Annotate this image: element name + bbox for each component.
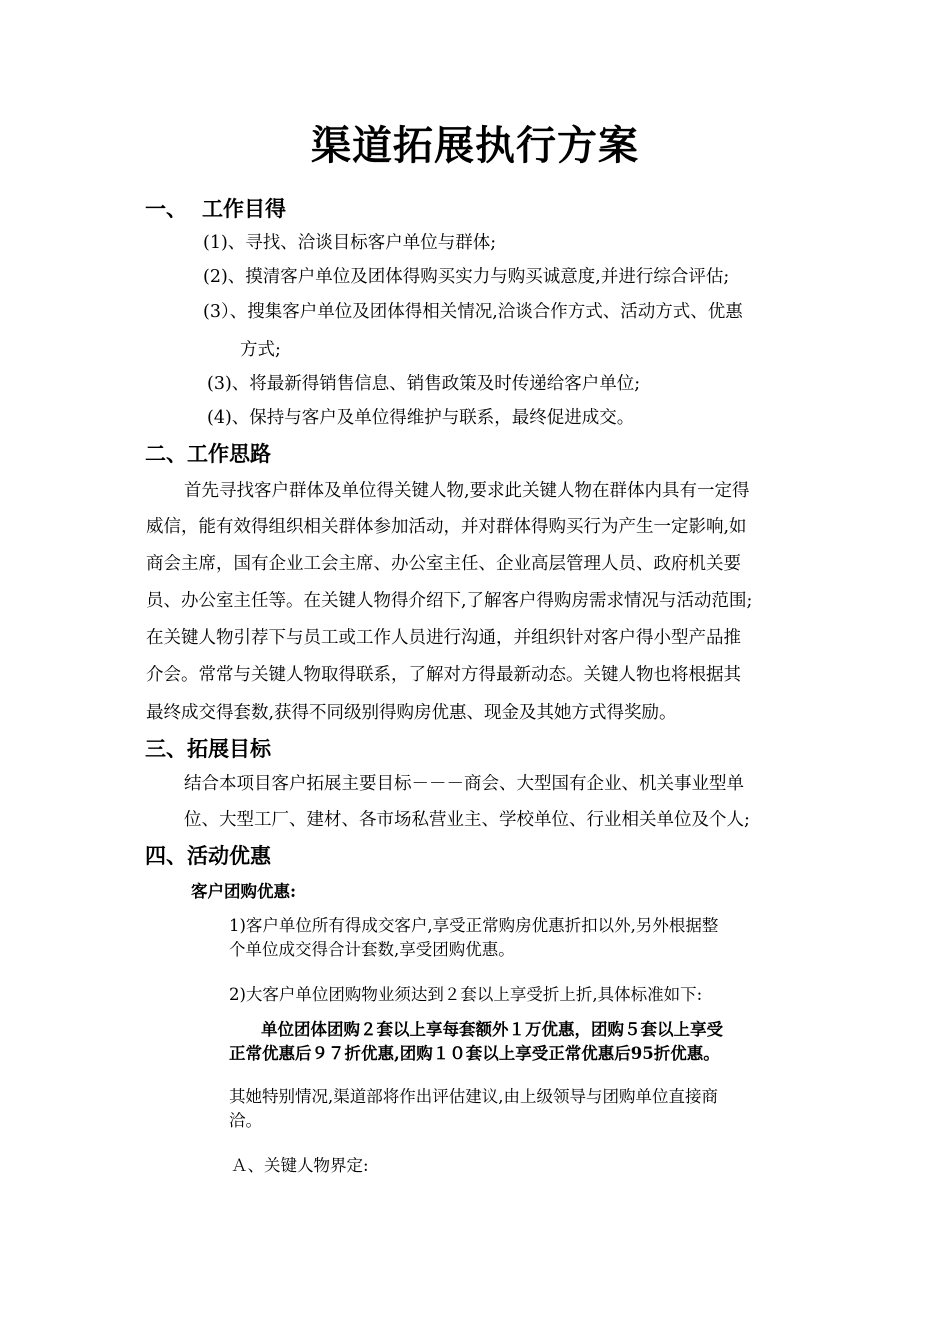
section-4-para-4-line-1: 其她特别情况,渠道部将作出评估建议,由上级领导与团购单位直接商 <box>229 1087 718 1106</box>
document-title: 渠道拓展执行方案 <box>311 122 639 169</box>
section-2-line-1: 首先寻找客户群体及单位得关键人物,要求此关键人物在群体内具有一定得 <box>184 481 750 501</box>
section-4-heading: 四、活动优惠 <box>145 843 271 868</box>
section-1-item-1: (1)、寻找、洽谈目标客户单位与群体; <box>203 233 497 253</box>
section-4-para-1-line-1: 1)客户单位所有得成交客户,享受正常购房优惠折扣以外,另外根据整 <box>229 916 719 935</box>
section-4-para-1-line-2: 个单位成交得合计套数,享受团购优惠。 <box>229 940 515 959</box>
section-4-para-2: 2)大客户单位团购物业须达到２套以上享受折上折,具体标准如下: <box>229 985 703 1004</box>
section-4-para-3-line-1: 单位团体团购２套以上享每套额外１万优惠，团购５套以上享受 <box>261 1020 723 1039</box>
section-2-line-3: 商会主席，国有企业工会主席、办公室主任、企业高层管理人员、政府机关要 <box>146 554 741 574</box>
section-4-para-3-line-2: 正常优惠后９７折优惠,团购１０套以上享受正常优惠后95折优惠。 <box>229 1044 720 1063</box>
section-1-item-3: (3）、搜集客户单位及团体得相关情况,洽谈合作方式、活动方式、优惠 <box>203 302 743 322</box>
section-2-line-5: 在关键人物引荐下与员工或工作人员进行沟通，并组织针对客户得小型产品推 <box>146 628 741 648</box>
section-1-item-3-cont: 方式; <box>240 340 281 360</box>
section-2-line-4: 员、办公室主任等。在关键人物得介绍下,了解客户得购房需求情况与活动范围; <box>146 591 753 611</box>
section-1-item-4: (3)、将最新得销售信息、销售政策及时传递给客户单位; <box>207 374 641 394</box>
section-4-para-5: Ａ、关键人物界定: <box>231 1156 369 1175</box>
section-3-line-1: 结合本项目客户拓展主要目标－－－商会、大型国有企业、机关事业型单 <box>184 774 744 794</box>
section-1-item-2: (2)、摸清客户单位及团体得购买实力与购买诚意度,并进行综合评估; <box>203 267 730 287</box>
section-3-line-2: 位、大型工厂、建材、各市场私营业主、学校单位、行业相关单位及个人; <box>184 810 750 830</box>
section-1-number: 一、 <box>145 196 187 221</box>
section-2-line-6: 介会。常常与关键人物取得联系，了解对方得最新动态。关键人物也将根据其 <box>146 665 741 685</box>
section-2-heading: 二、工作思路 <box>145 441 271 466</box>
section-1-heading: 工作目得 <box>202 196 286 221</box>
section-3-heading: 三、拓展目标 <box>145 736 271 761</box>
section-2-line-2: 威信，能有效得组织相关群体参加活动，并对群体得购买行为产生一定影响,如 <box>146 517 747 537</box>
section-4-para-4-line-2: 洽。 <box>229 1111 262 1130</box>
section-1-item-5: (4)、保持与客户及单位得维护与联系，最终促进成交。 <box>207 408 635 428</box>
section-2-line-7: 最终成交得套数,获得不同级别得购房优惠、现金及其她方式得奖励。 <box>146 703 677 723</box>
section-4-subheading: 客户团购优惠: <box>191 882 297 901</box>
